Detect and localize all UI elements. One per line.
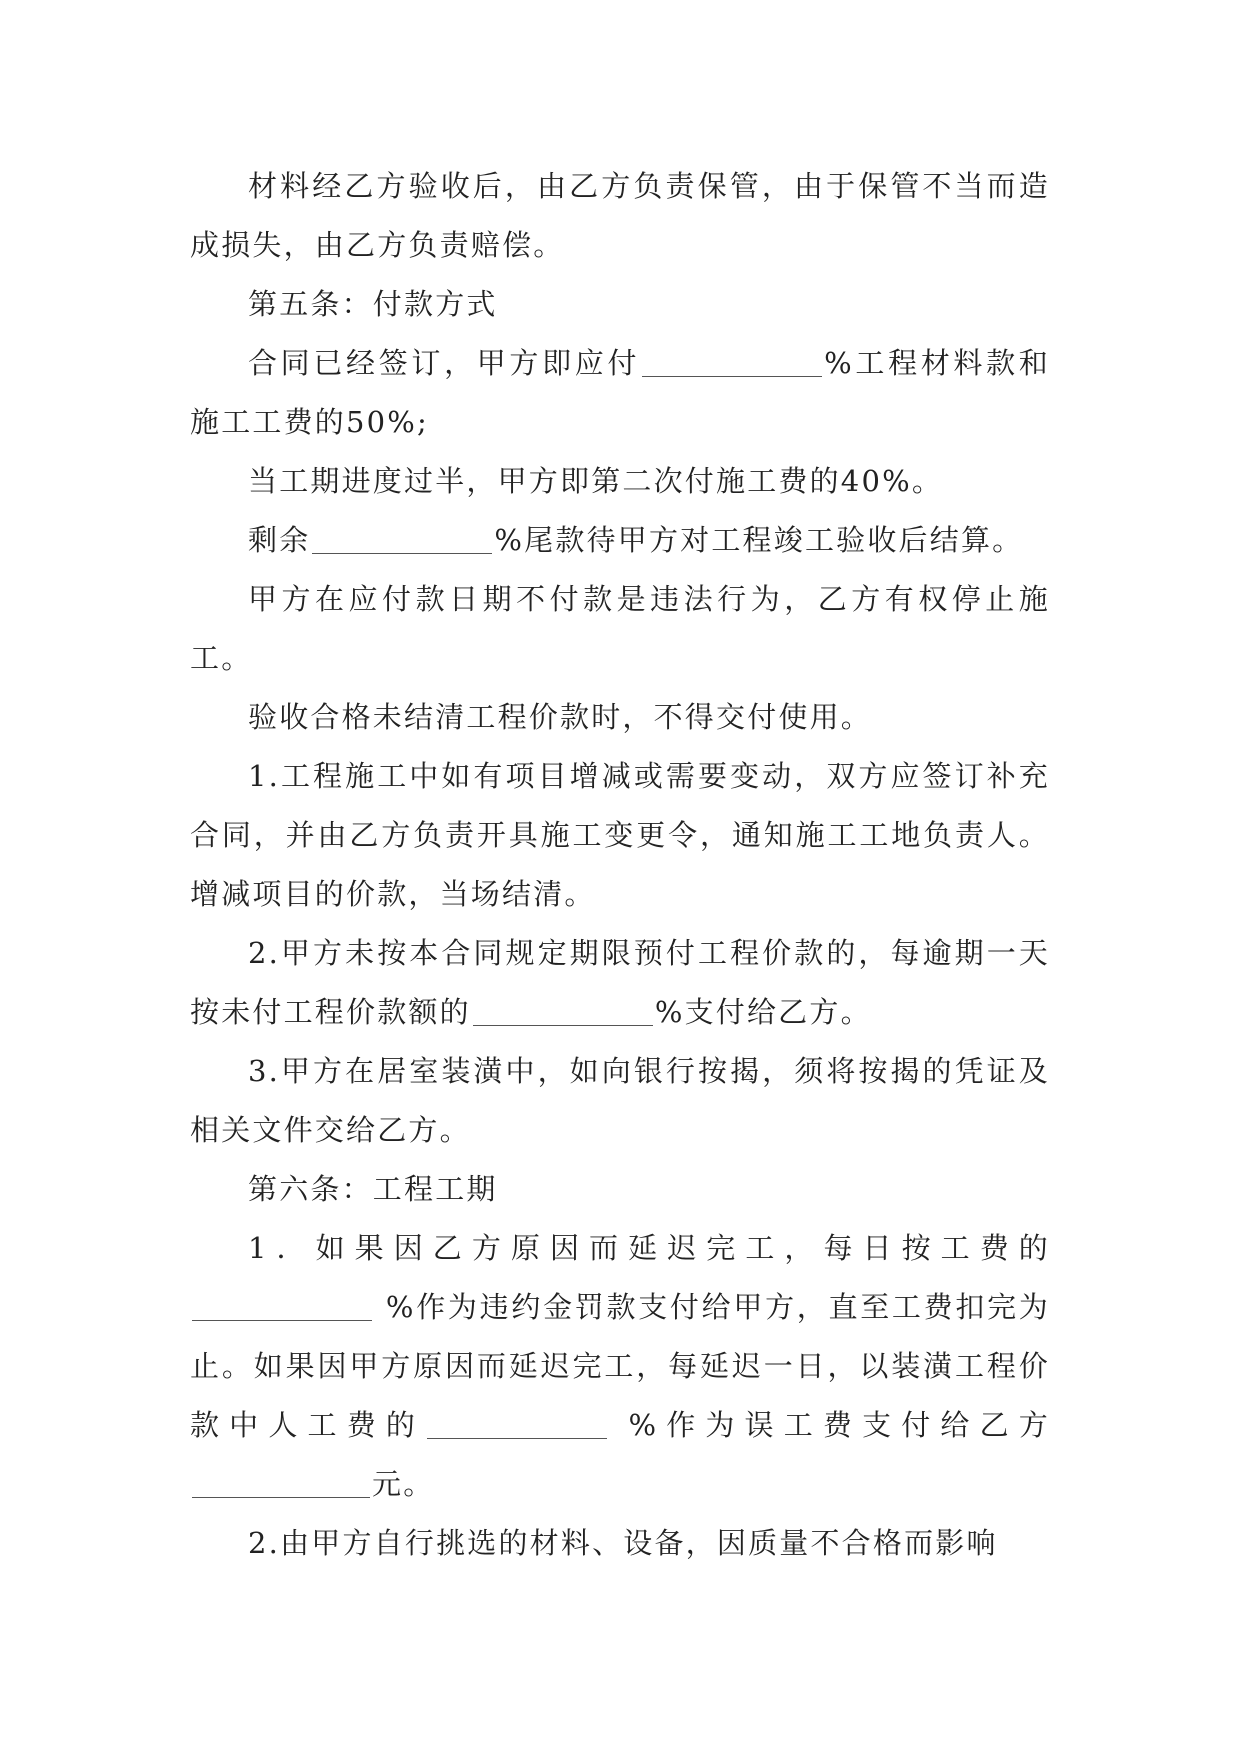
text-segment: %尾款待甲方对工程竣工验收后结算。 — [494, 523, 1024, 557]
blank-line — [473, 996, 653, 1026]
paragraph-second-payment: 当工期进度过半，甲方即第二次付施工费的40%。 — [248, 464, 944, 498]
paragraph-item-1-changes: 1.工程施工中如有项目增减或需要变动，双方应签订补充合同，并由乙方负责开具施工变更令，通知施工工地负责人。增减项目的价款，当场结清。 — [190, 759, 1050, 911]
blank-line — [192, 1291, 372, 1321]
paragraph-nonpayment: 甲方在应付款日期不付款是违法行为，乙方有权停止施工。 — [190, 582, 1050, 675]
blank-line — [642, 347, 822, 377]
text-segment: %工程材料款和施工工费的50%; — [190, 346, 1050, 439]
heading-article-5: 第五条：付款方式 — [248, 287, 498, 321]
text-segment: %支付给乙方。 — [654, 995, 872, 1029]
blank-line — [192, 1468, 370, 1498]
text-segment: 1．如果因乙方原因而延迟完工，每日按工费的 — [248, 1231, 1050, 1265]
paragraph-item-3-mortgage: 3.甲方在居室装潢中，如向银行按揭，须将按揭的凭证及相关文件交给乙方。 — [190, 1054, 1050, 1147]
text-segment: %作为误工费支付给乙方 — [609, 1408, 1050, 1442]
text-segment: %作为违约金罚款支付给甲方，直至工费扣完为止。如果因甲方原因而延迟完工，每延迟一日，以装潢工程价款中人工费的 — [190, 1290, 1050, 1442]
paragraph-item-2-late-payment — [190, 924, 1050, 1042]
text-segment: 2.甲方未按本合同规定期限预付工程价款的，每逾期一天按未付工程价款额的 — [190, 936, 1050, 1029]
paragraph-item-2-materials: 2.由甲方自行挑选的材料、设备，因质量不合格而影响 — [248, 1526, 998, 1560]
paragraph-delay-penalty — [190, 1219, 1050, 1514]
text-segment: 元。 — [372, 1467, 435, 1501]
blank-line — [427, 1409, 607, 1439]
text-segment: 合同已经签订，甲方即应付 — [248, 346, 641, 380]
paragraph-initial-payment — [190, 334, 1050, 452]
blank-line — [312, 524, 492, 554]
heading-article-6: 第六条：工程工期 — [248, 1172, 498, 1206]
paragraph-material-custody: 材料经乙方验收后，由乙方负责保管，由于保管不当而造成损失，由乙方负责赔偿。 — [190, 169, 1050, 262]
document-body — [190, 157, 1050, 1573]
text-segment: 剩余 — [248, 523, 311, 557]
paragraph-final-payment — [190, 511, 1050, 570]
paragraph-acceptance: 验收合格未结清工程价款时，不得交付使用。 — [248, 700, 873, 734]
